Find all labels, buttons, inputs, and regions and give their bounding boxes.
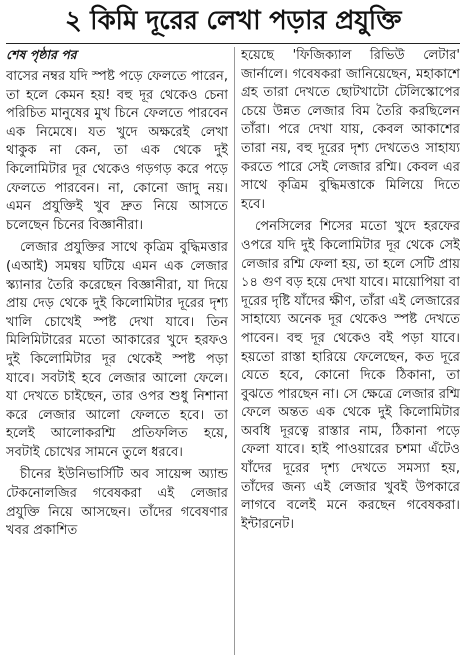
headline: ২ কিমি দূরের লেখা পড়ার প্রযুক্তি: [64, 6, 402, 36]
article-column-right: [241, 47, 460, 658]
article-paragraph: চীনের ইউনিভার্সিটি অব সায়েন্স অ্যান্ড টেকনোলজির গবেষকরা এই লেজার প্রযুক্তি নিয়ে আসছেন। তাঁদের গবেষণার খবর প্রকাশিত: [6, 467, 228, 539]
continuation-kicker: শেষ পৃষ্ঠার পর: [6, 47, 77, 62]
headline-rule: [6, 43, 460, 44]
article-paragraph: লেজার প্রযুক্তির সাথে কৃত্রিম বুদ্ধিমত্তার (এআই) সমন্বয় ঘটিয়ে এমন এক লেজার স্ক্যানার তৈরি করেছেন বিজ্ঞানীরা, যা দিয়ে প্রায় দেড় থেকে দুই কিলোমিটার দূরের দৃশ্য খালি চোখেই স্পষ্ট দেখা যাবে। তিন মিলিমিটারের মতো আকারের খুদে হরফও দুই কিলোমিটার দূর থেকেই স্পষ্ট পড়া যাবে। সবটাই হবে লেজার আলো ফেলে। যা দেখতে চাইছেন, তার ওপর শুধু নিশানা করে লেজার আলো ফেলতে হবে। তা হলেই আলোকরশ্মি প্রতিফলিত হয়ে, সবটাই চোখের সামনে তুলে ধরবে।: [6, 240, 228, 460]
article-paragraph: হয়েছে 'ফিজিক্যাল রিভিউ লেটার' জার্নালে। গবেষকরা জানিয়েছেন, মহাকাশে গ্রহ তারা দেখতে ছোটখাটো টেলিস্কোপের চেয়ে উন্নত লেজার বিম তৈরি করছিলেন তাঁরা। পরে দেখা যায়, কেবল আকাশের তারা নয়, বহু দূরের দৃশ্য দেখতেও সাহায্য করতে পারে সেই লেজার রশ্মি। কেবল এর সাথে কৃত্রিম বুদ্ধিমত্তাকে মিলিয়ে দিতে হবে।: [241, 48, 460, 212]
column-divider: [234, 47, 235, 655]
article-paragraph: পেনসিলের শিসের মতো খুদে হরফের ওপরে যদি দুই কিলোমিটার দূর থেকে সেই লেজার রশ্মি ফেলা হয়, তা হলে সেটি প্রায় ১৪ গুণ বড় হয়ে দেখা যাবে। মায়োপিয়া বা দূরের দৃষ্টি যাঁদের ক্ষীণ, তাঁরা এই লেজারের সাহায্যে অনেক দূর থেকেও স্পষ্ট দেখতে পাবেন। বহু দূর থেকেও বই পড়া যাবে। হয়তো রাস্তা হারিয়ে ফেলেছেন, কত দূরে যেতে হবে, কোনো দিকে ঠিকানা, তা বুঝতে পারছেন না। সে ক্ষেত্রে লেজার রশ্মি ফেলে অন্তত এক থেকে দুই কিলোমিটার অবধি দূরত্বে রাস্তার নাম, ঠিকানা পড়ে ফেলা যাবে। হাই পাওয়ারের চশমা এঁটেও যাঁদের দূরের দৃশ্য দেখতে সমস্যা হয়, তাঁদের জন্য এই লেজার খুবই উপকারে লাগবে বলেই মনে করছেন গবেষকরা। ইন্টারনেট।: [241, 219, 460, 532]
article-paragraph: বাসের নম্বর যদি স্পষ্ট পড়ে ফেলতে পারেন, তা হলে কেমন হয়! বহু দূর থেকেও চেনা পরিচিত মানুষের মুখ চিনে ফেলতে পারবেন এক নিমেষে। যত খুদে অক্ষরেই লেখা থাকুক না কেন, তা এক থেকে দুই কিলোমিটার দূর থেকেও গড়গড় করে পড়ে ফেলতে পারবেন। না, কোনো জাদু নয়। এমন প্রযুক্তিই খুব দ্রুত নিয়ে আসতে চলেছেন চিনের বিজ্ঞানীরা।: [6, 69, 228, 233]
article-column-left: [6, 68, 228, 658]
